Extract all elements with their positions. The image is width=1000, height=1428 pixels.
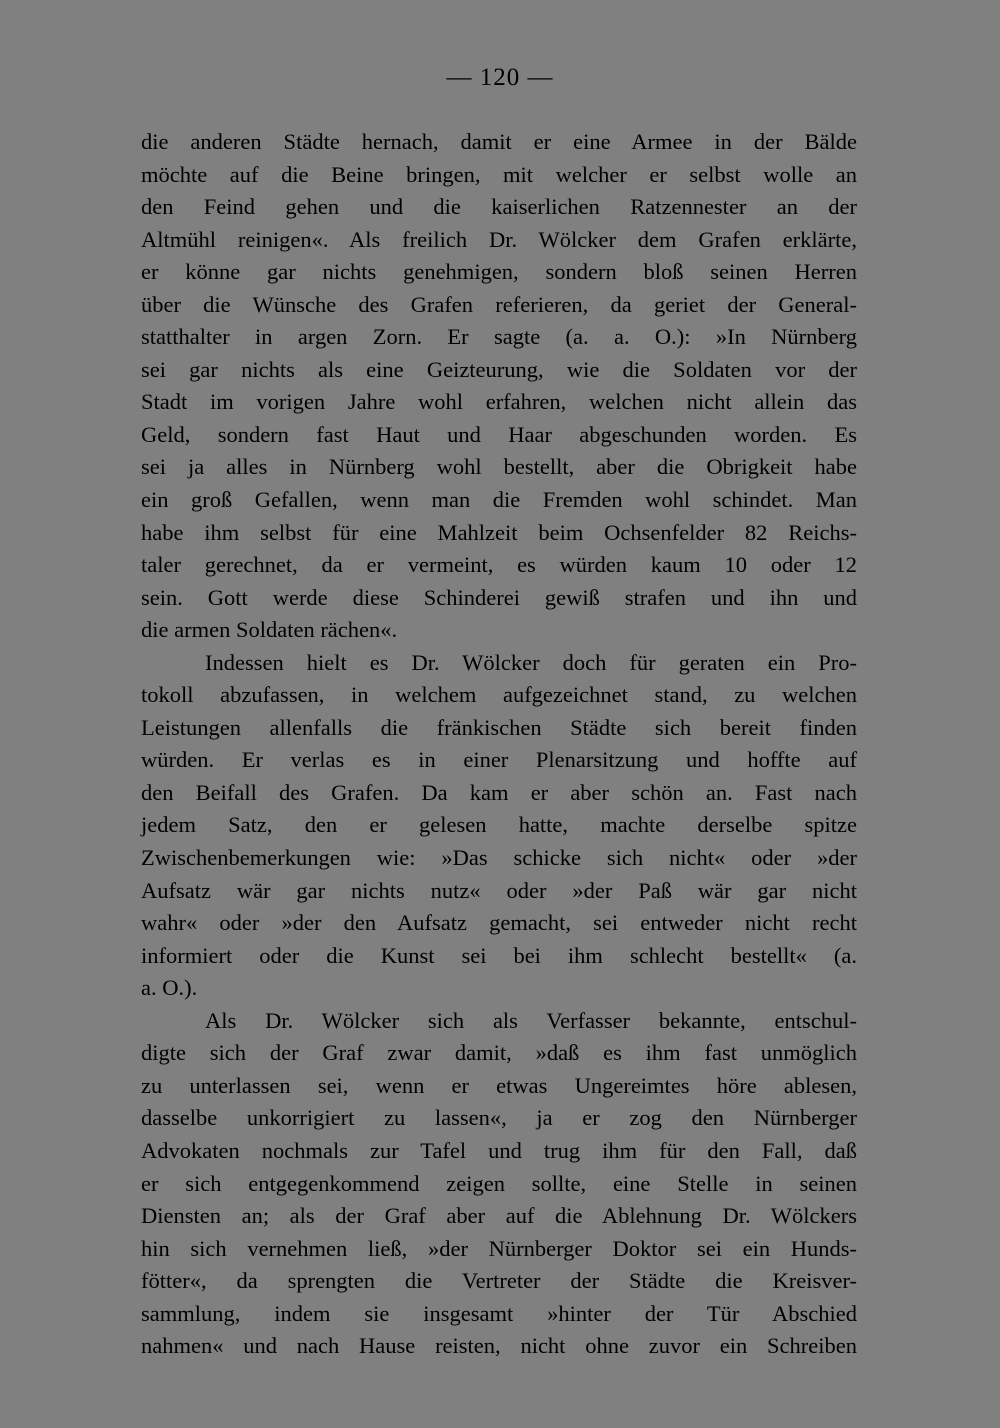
text-line: Als Dr. Wölcker sich als Verfasser bekannte, entschul- [205,1007,857,1033]
text-line: taler gerechnet, da er vermeint, es würden kaum 10 oder 12 [141,552,857,578]
text-line: Diensten an; als der Graf aber auf die Ablehnung Dr. Wölckers [141,1203,857,1229]
text-line: sein. Gott werde diese Schinderei gewiß strafen und ihn und [141,584,857,610]
text-line: würden. Er verlas es in einer Plenarsitzung und hoffte auf [141,747,857,773]
text-line: Advokaten nochmals zur Tafel und trug ihm für den Fall, daß [141,1137,857,1163]
text-line: er sich entgegenkommend zeigen sollte, eine Stelle in seinen [141,1170,857,1196]
text-line: habe ihm selbst für eine Mahlzeit beim Ochsenfelder 82 Reichs- [141,519,857,545]
text-line: zu unterlassen sei, wenn er etwas Ungereimtes höre ablesen, [141,1072,857,1098]
text-line: den Feind gehen und die kaiserlichen Ratzennester an der [141,194,857,220]
text-line: dasselbe unkorrigiert zu lassen«, ja er zog den Nürnberger [141,1105,857,1131]
text-line: sammlung, indem sie insgesamt »hinter der Tür Abschied [141,1300,857,1326]
text-line: ein groß Gefallen, wenn man die Fremden wohl schindet. Man [141,487,857,513]
text-line: Aufsatz wär gar nichts nutz« oder »der Paß wär gar nicht [141,877,857,903]
page-number: — 120 — [446,64,554,91]
text-line: Geld, sondern fast Haut und Haar abgeschunden worden. Es [141,421,857,447]
text-line: Stadt im vorigen Jahre wohl erfahren, welchen nicht allein das [141,389,857,415]
text-line: fötter«, da sprengten die Vertreter der Städte die Kreisver- [141,1268,857,1294]
text-line: Indessen hielt es Dr. Wölcker doch für geraten ein Pro- [205,649,857,675]
text-line: möchte auf die Beine bringen, mit welcher er selbst wolle an [141,161,857,187]
text-line: informiert oder die Kunst sei bei ihm schlecht bestellt« (a. [141,942,857,968]
text-line: Zwischenbemerkungen wie: »Das schicke sich nicht« oder »der [141,845,857,871]
text-line: digte sich der Graf zwar damit, »daß es ihm fast unmöglich [141,1040,857,1066]
text-line: Altmühl reinigen«. Als freilich Dr. Wölcker dem Grafen erklärte, [141,226,857,252]
text-line: die anderen Städte hernach, damit er eine Armee in der Bälde [141,129,857,154]
body-text [141,126,857,1363]
text-line: die armen Soldaten rächen«. [141,617,398,643]
text-line: wahr« oder »der den Aufsatz gemacht, sei entweder nicht recht [141,910,857,936]
text-line: a. O.). [141,975,198,1001]
text-line: den Beifall des Grafen. Da kam er aber schön an. Fast nach [141,779,857,805]
text-line: tokoll abzufassen, in welchem aufgezeichnet stand, zu welchen [141,682,857,708]
text-line: Leistungen allenfalls die fränkischen Städte sich bereit finden [141,714,857,740]
text-line: sei ja alles in Nürnberg wohl bestellt, aber die Obrigkeit habe [141,454,857,480]
text-line: er könne gar nichts genehmigen, sondern bloß seinen Herren [141,259,857,285]
text-line: statthalter in argen Zorn. Er sagte (a. a. O.): »In Nürnberg [141,324,857,350]
text-line: jedem Satz, den er gelesen hatte, machte derselbe spitze [141,812,857,838]
text-line: über die Wünsche des Grafen referieren, da geriet der General- [141,291,857,317]
text-line: sei gar nichts als eine Geizteurung, wie die Soldaten vor der [141,356,857,382]
text-line: hin sich vernehmen ließ, »der Nürnberger Doktor sei ein Hunds- [141,1235,857,1261]
text-line: nahmen« und nach Hause reisten, nicht ohne zuvor ein Schreiben [141,1333,857,1359]
